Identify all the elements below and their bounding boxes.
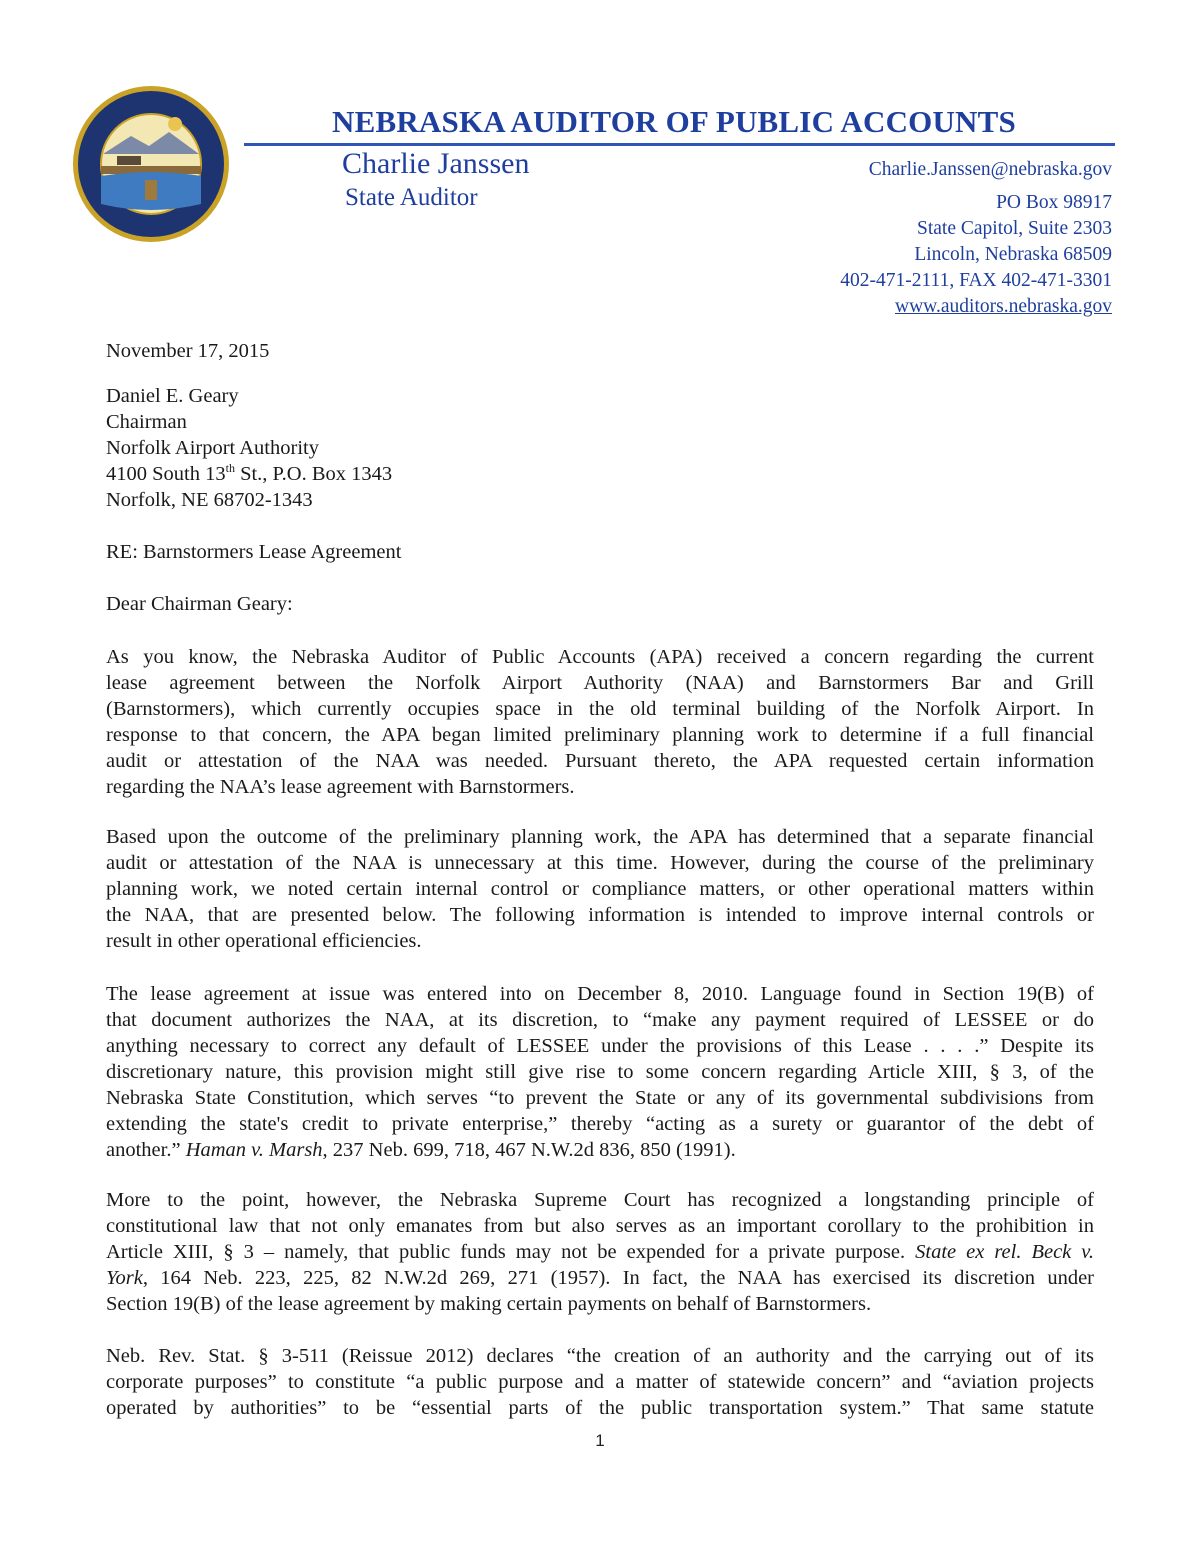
letter-date: November 17, 2015 <box>106 340 270 362</box>
salutation: Dear Chairman Geary: <box>106 593 293 615</box>
auditor-title: State Auditor <box>345 184 478 211</box>
paragraph-3: The lease agreement at issue was entered into on December 8, 2010. Language found in Section 19(B) of that document authorizes the NAA, at its discretion, to “make any payment required of LESSEE or do anything necessary to correct any default of LESSEE under the provisions of this Lease . . . .” Despite its discretionary nature, this provision might still give rise to some concern regarding Article XIII, § 3, of the Nebraska State Constitution, which serves “to prevent the State or any of its governmental subdivisions from extending the state's credit to private enterprise,” thereby “acting as a surety or guarantor of the debt of another.” Haman v. Marsh, 237 Neb. 699, 718, 467 N.W.2d 836, 850 (1991). <box>106 983 1094 1161</box>
page-number: 1 <box>595 1431 605 1450</box>
paragraph-4: More to the point, however, the Nebraska Supreme Court has recognized a longstanding principle of constitutional law that not only emanates from but also serves as an important corollary to the prohibition in Article XIII, § 3 – namely, that public funds may not be expended for a private purpose. State ex rel. Beck v. York, 164 Neb. 223, 225, 82 N.W.2d 269, 271 (1957). In fact, the NAA has exercised its discretion under Section 19(B) of the lease agreement by making certain payments on behalf of Barnstormers. <box>106 1189 1094 1315</box>
recipient-name: Daniel E. Geary <box>106 385 239 407</box>
case-citation: Haman v. Marsh <box>185 1139 323 1161</box>
contact-phone: 402-471-2111, FAX 402-471-3301 <box>840 270 1112 291</box>
contact-city: Lincoln, Nebraska 68509 <box>914 244 1112 265</box>
contact-website-link[interactable]: www.auditors.nebraska.gov <box>895 296 1112 317</box>
auditor-name: Charlie Janssen <box>342 147 530 180</box>
paragraph-5: Neb. Rev. Stat. § 3-511 (Reissue 2012) declares “the creation of an authority and the carrying out of its corporate purposes” to constitute “a public purpose and a matter of statewide concern” and “aviation projects operated by authorities” to be “essential parts of the public transportation system.” That same statute <box>106 1345 1094 1419</box>
subject-line: RE: Barnstormers Lease Agreement <box>106 541 402 563</box>
recipient-street: 4100 South 13th St., P.O. Box 1343 <box>106 461 393 485</box>
header-divider <box>244 143 1115 146</box>
contact-email[interactable]: Charlie.Janssen@nebraska.gov <box>868 159 1112 180</box>
contact-office: State Capitol, Suite 2303 <box>917 218 1112 239</box>
case-citation: State ex rel. Beck v. <box>915 1241 1094 1263</box>
organization-title: NEBRASKA AUDITOR OF PUBLIC ACCOUNTS <box>332 104 1016 139</box>
recipient-city: Norfolk, NE 68702-1343 <box>106 489 313 511</box>
contact-block <box>840 157 1112 320</box>
recipient-organization: Norfolk Airport Authority <box>106 437 319 459</box>
paragraph-2: Based upon the outcome of the preliminary planning work, the APA has determined that a separate financial audit or attestation of the NAA is unnecessary at this time. However, during the course of the preliminary planning work, we noted certain internal control or compliance matters, or other operational matters within the NAA, that are presented below. The following information is intended to improve internal controls or result in other operational efficiencies. <box>106 826 1094 952</box>
recipient-title: Chairman <box>106 411 187 433</box>
state-seal-icon <box>71 84 231 244</box>
paragraph-1: As you know, the Nebraska Auditor of Public Accounts (APA) received a concern regarding the current lease agreement between the Norfolk Airport Authority (NAA) and Barnstormers Bar and Grill (Barnstormers), which currently occupies space in the old terminal building of the Norfolk Airport. In response to that concern, the APA began limited preliminary planning work to determine if a full financial audit or attestation of the NAA was needed. Pursuant thereto, the APA requested certain information regarding the NAA’s lease agreement with Barnstormers. <box>106 646 1094 798</box>
case-citation: York <box>106 1267 143 1289</box>
recipient-address <box>106 383 392 513</box>
contact-po-box: PO Box 98917 <box>996 192 1112 213</box>
